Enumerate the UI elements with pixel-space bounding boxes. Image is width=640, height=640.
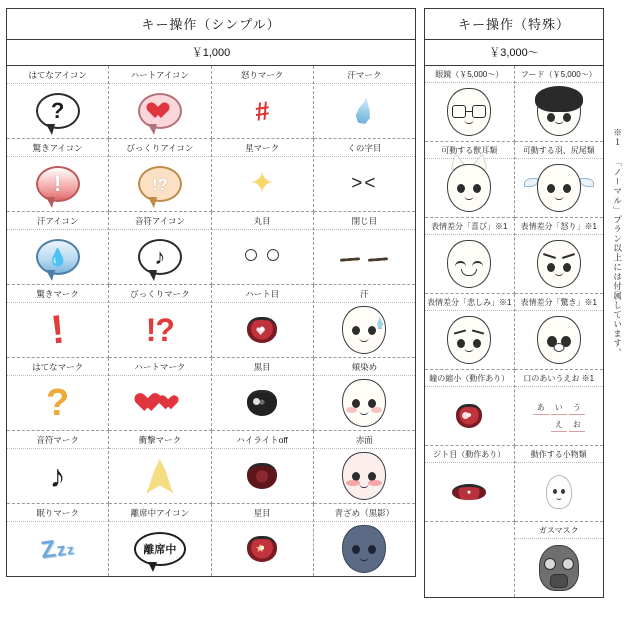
item-label: 瞳の縮小（動作あり） bbox=[425, 370, 514, 387]
item-label: 汗 bbox=[314, 285, 415, 303]
item-expression-joy[interactable] bbox=[425, 218, 515, 294]
item-surprise-icon[interactable] bbox=[7, 139, 109, 212]
item-art bbox=[212, 157, 313, 211]
item-surprise-mark[interactable] bbox=[7, 285, 109, 358]
item-narrow-eye[interactable] bbox=[425, 446, 515, 522]
face-glasses-icon bbox=[447, 88, 491, 136]
question-mark-icon: ? bbox=[46, 381, 70, 424]
item-hatena-icon[interactable] bbox=[7, 66, 109, 139]
item-art bbox=[515, 235, 604, 293]
item-label: 表情差分「悲しみ」※1 bbox=[425, 294, 514, 311]
item-anger-mark[interactable] bbox=[212, 66, 314, 139]
vowel-i: い bbox=[551, 401, 567, 415]
item-label: ハート目 bbox=[212, 285, 313, 303]
item-kuji-eyes[interactable] bbox=[314, 139, 415, 212]
item-label: 音符マーク bbox=[7, 431, 108, 449]
item-label: ハートアイコン bbox=[109, 66, 210, 84]
item-away-icon[interactable] bbox=[109, 504, 211, 576]
item-sweat-face[interactable] bbox=[314, 285, 415, 358]
item-art bbox=[314, 449, 415, 503]
face-wings-icon bbox=[537, 164, 581, 212]
item-label: 星目 bbox=[212, 504, 313, 522]
item-art bbox=[109, 230, 210, 284]
item-blush[interactable] bbox=[314, 358, 415, 431]
panel-special-title: キー操作（特殊） bbox=[424, 8, 604, 40]
item-art bbox=[7, 522, 108, 576]
panel-special bbox=[424, 8, 604, 598]
eye-no-highlight-icon bbox=[247, 463, 277, 489]
face-hood-icon bbox=[537, 88, 581, 136]
item-label: 眼鏡（￥5,000〜） bbox=[425, 66, 514, 83]
item-label: 黒目 bbox=[212, 358, 313, 376]
item-label: くの字目 bbox=[314, 139, 415, 157]
grid-row bbox=[7, 358, 415, 431]
item-art bbox=[425, 83, 514, 141]
panel-simple bbox=[6, 8, 416, 577]
face-cat-ears-icon bbox=[447, 164, 491, 212]
item-bikkuri-icon[interactable] bbox=[109, 139, 211, 212]
item-art bbox=[109, 522, 210, 576]
grid-row bbox=[425, 66, 603, 142]
item-gas-mask[interactable] bbox=[515, 522, 604, 597]
item-art bbox=[109, 157, 210, 211]
ghost-prop-icon bbox=[546, 475, 572, 509]
item-art bbox=[212, 303, 313, 357]
item-star-eye[interactable] bbox=[212, 504, 314, 576]
item-label: 頬染め bbox=[314, 358, 415, 376]
item-art bbox=[425, 159, 514, 217]
item-label: ガスマスク bbox=[515, 522, 604, 539]
black-eye-icon bbox=[247, 390, 277, 416]
interrobang-mark-icon: !? bbox=[145, 311, 174, 348]
face-anger-icon bbox=[537, 240, 581, 288]
item-moving-props[interactable] bbox=[515, 446, 604, 522]
item-art bbox=[425, 387, 514, 445]
item-art bbox=[7, 84, 108, 138]
item-label: 表情差分「喜び」※1 bbox=[425, 218, 514, 235]
vowel-mouths-icon bbox=[533, 400, 585, 432]
balloon-note-icon: ♪ bbox=[138, 239, 182, 275]
item-label: 閉じ目 bbox=[314, 212, 415, 230]
balloon-sweat-icon: 💧 bbox=[36, 239, 80, 275]
heart-icon bbox=[151, 103, 169, 119]
item-animal-ears[interactable] bbox=[425, 142, 515, 218]
item-art bbox=[314, 230, 415, 284]
item-art bbox=[515, 463, 604, 521]
round-eyes-icon bbox=[240, 248, 284, 266]
item-art bbox=[515, 539, 604, 597]
item-art bbox=[212, 230, 313, 284]
item-art bbox=[314, 522, 415, 576]
item-art bbox=[7, 303, 108, 357]
grid-row bbox=[7, 212, 415, 285]
star-eye-icon bbox=[247, 536, 277, 562]
double-heart-icon bbox=[141, 395, 179, 411]
item-art bbox=[7, 449, 108, 503]
item-art bbox=[109, 84, 210, 138]
item-label: 衝撃マーク bbox=[109, 431, 210, 449]
exclamation-mark-icon: ! bbox=[48, 307, 67, 353]
item-label: 可動する獣耳類 bbox=[425, 142, 514, 159]
item-art bbox=[109, 376, 210, 430]
item-label: はてなマーク bbox=[7, 358, 108, 376]
item-art bbox=[425, 536, 514, 594]
item-glasses[interactable] bbox=[425, 66, 515, 142]
item-art bbox=[314, 376, 415, 430]
item-art bbox=[109, 449, 210, 503]
item-label: 離席中アイコン bbox=[109, 504, 210, 522]
grid-row bbox=[425, 142, 603, 218]
gas-mask-icon bbox=[539, 545, 579, 591]
item-expression-anger[interactable] bbox=[515, 218, 604, 294]
balloon-interrobang-icon: !? bbox=[138, 166, 182, 202]
item-black-eye[interactable] bbox=[212, 358, 314, 431]
item-label: 怒りマーク bbox=[212, 66, 313, 84]
grid-row bbox=[425, 294, 603, 370]
item-art bbox=[515, 83, 604, 141]
item-note-icon[interactable] bbox=[109, 212, 211, 285]
item-art bbox=[425, 235, 514, 293]
item-art bbox=[515, 387, 604, 445]
panel-simple-price: ￥1,000 bbox=[6, 40, 416, 66]
item-sweat-icon[interactable] bbox=[7, 212, 109, 285]
item-art bbox=[314, 303, 415, 357]
item-label: 表情差分「驚き」※1 bbox=[515, 294, 604, 311]
item-label: 驚きアイコン bbox=[7, 139, 108, 157]
grid-row bbox=[7, 504, 415, 576]
item-label: 汗マーク bbox=[314, 66, 415, 84]
kuji-eyes-icon: >< bbox=[351, 173, 378, 194]
item-label: 赤面 bbox=[314, 431, 415, 449]
away-balloon-text: 離席中 bbox=[143, 544, 177, 556]
item-label: 動作する小物類 bbox=[515, 446, 604, 463]
item-vowel-mouths[interactable] bbox=[515, 370, 604, 446]
item-label: はてなアイコン bbox=[7, 66, 108, 84]
item-highlight-off[interactable] bbox=[212, 431, 314, 504]
face-sweat-icon bbox=[342, 306, 386, 354]
item-art bbox=[212, 522, 313, 576]
item-red-face[interactable] bbox=[314, 431, 415, 504]
closed-eyes-icon bbox=[336, 248, 392, 266]
balloon-question-icon: ? bbox=[36, 93, 80, 129]
item-label: フード（￥5,000〜） bbox=[515, 66, 604, 83]
balloon-exclamation-icon: ! bbox=[36, 166, 80, 202]
item-bikkuri-mark[interactable] bbox=[109, 285, 211, 358]
grid-row bbox=[7, 139, 415, 212]
balloon-heart-icon bbox=[138, 93, 182, 129]
heart-pupil-eye-icon bbox=[247, 317, 277, 343]
face-blush-icon bbox=[342, 379, 386, 427]
panel-special-price: ￥3,000〜 bbox=[424, 40, 604, 66]
item-art bbox=[212, 449, 313, 503]
eye-shrink-icon bbox=[456, 404, 482, 428]
anger-mark-icon: # bbox=[252, 95, 272, 127]
item-label: 驚きマーク bbox=[7, 285, 108, 303]
item-label: ジト目（動作あり） bbox=[425, 446, 514, 463]
grid-row bbox=[425, 218, 603, 294]
sweat-drop-icon bbox=[354, 97, 375, 126]
face-pale-icon bbox=[342, 525, 386, 573]
item-label: ハイライトoff bbox=[212, 431, 313, 449]
item-expression-sad[interactable] bbox=[425, 294, 515, 370]
item-label: 口のあいうえお ※1 bbox=[515, 370, 604, 387]
item-label bbox=[425, 522, 514, 536]
item-art bbox=[7, 230, 108, 284]
item-star-mark[interactable] bbox=[212, 139, 314, 212]
vowel-a: あ bbox=[533, 401, 549, 415]
item-art bbox=[515, 311, 604, 369]
sparkle-star-icon: ✦ bbox=[249, 167, 275, 200]
face-sad-icon bbox=[447, 316, 491, 364]
away-balloon-icon bbox=[134, 532, 186, 566]
item-label: 眠りマーク bbox=[7, 504, 108, 522]
music-note-icon: ♪ bbox=[49, 457, 66, 494]
item-label: 青ざめ（黒影） bbox=[314, 504, 415, 522]
face-joy-icon bbox=[447, 240, 491, 288]
item-wings-tail[interactable] bbox=[515, 142, 604, 218]
item-art bbox=[212, 84, 313, 138]
grid-row bbox=[7, 285, 415, 358]
item-expression-surprise[interactable] bbox=[515, 294, 604, 370]
item-label: 可動する羽、尻尾類 bbox=[515, 142, 604, 159]
item-music-note[interactable] bbox=[7, 431, 109, 504]
item-shock-mark[interactable] bbox=[109, 431, 211, 504]
item-art bbox=[425, 311, 514, 369]
item-label: 星マーク bbox=[212, 139, 313, 157]
grid-row bbox=[425, 370, 603, 446]
item-art bbox=[7, 376, 108, 430]
vowel-e: え bbox=[551, 418, 567, 432]
grid-row bbox=[425, 446, 603, 522]
item-art bbox=[7, 157, 108, 211]
side-note-column bbox=[612, 8, 634, 428]
grid-row bbox=[7, 431, 415, 504]
item-sweat-mark[interactable] bbox=[314, 66, 415, 139]
item-label: 音符アイコン bbox=[109, 212, 210, 230]
item-heart-mark[interactable] bbox=[109, 358, 211, 431]
shock-mark-icon bbox=[147, 459, 173, 493]
panel-special-grid bbox=[424, 66, 604, 598]
item-art bbox=[314, 157, 415, 211]
item-closed-eyes[interactable] bbox=[314, 212, 415, 285]
item-art bbox=[515, 159, 604, 217]
face-surprise-icon bbox=[537, 316, 581, 364]
item-round-eyes[interactable] bbox=[212, 212, 314, 285]
item-pale-face[interactable] bbox=[314, 504, 415, 576]
vowel-u: う bbox=[569, 401, 585, 415]
item-label: ハートマーク bbox=[109, 358, 210, 376]
zzz-mark-icon: Zzz bbox=[38, 535, 76, 565]
item-hatena-mark[interactable] bbox=[7, 358, 109, 431]
grid-row bbox=[7, 66, 415, 139]
item-art bbox=[109, 303, 210, 357]
vowel-o: お bbox=[569, 418, 585, 432]
item-art bbox=[425, 463, 514, 521]
item-label: びっくりアイコン bbox=[109, 139, 210, 157]
side-note-text: ※１ 「ノーマル」プラン以上には付属しています。 bbox=[612, 128, 623, 358]
item-heart-icon[interactable] bbox=[109, 66, 211, 139]
panel-simple-grid bbox=[6, 66, 416, 577]
narrow-eye-icon bbox=[452, 484, 486, 500]
item-sleep-mark[interactable] bbox=[7, 504, 109, 576]
item-heart-eye[interactable] bbox=[212, 285, 314, 358]
grid-row bbox=[425, 522, 603, 597]
item-art bbox=[212, 376, 313, 430]
item-label: 表情差分「怒り」※1 bbox=[515, 218, 604, 235]
panel-simple-title: キー操作（シンプル） bbox=[6, 8, 416, 40]
item-label: 丸目 bbox=[212, 212, 313, 230]
item-label: 汗アイコン bbox=[7, 212, 108, 230]
item-hood[interactable] bbox=[515, 66, 604, 142]
item-pupil-shrink[interactable] bbox=[425, 370, 515, 446]
face-red-icon bbox=[342, 452, 386, 500]
item-label: びっくりマーク bbox=[109, 285, 210, 303]
item-empty-slot bbox=[425, 522, 515, 597]
item-art bbox=[314, 84, 415, 138]
